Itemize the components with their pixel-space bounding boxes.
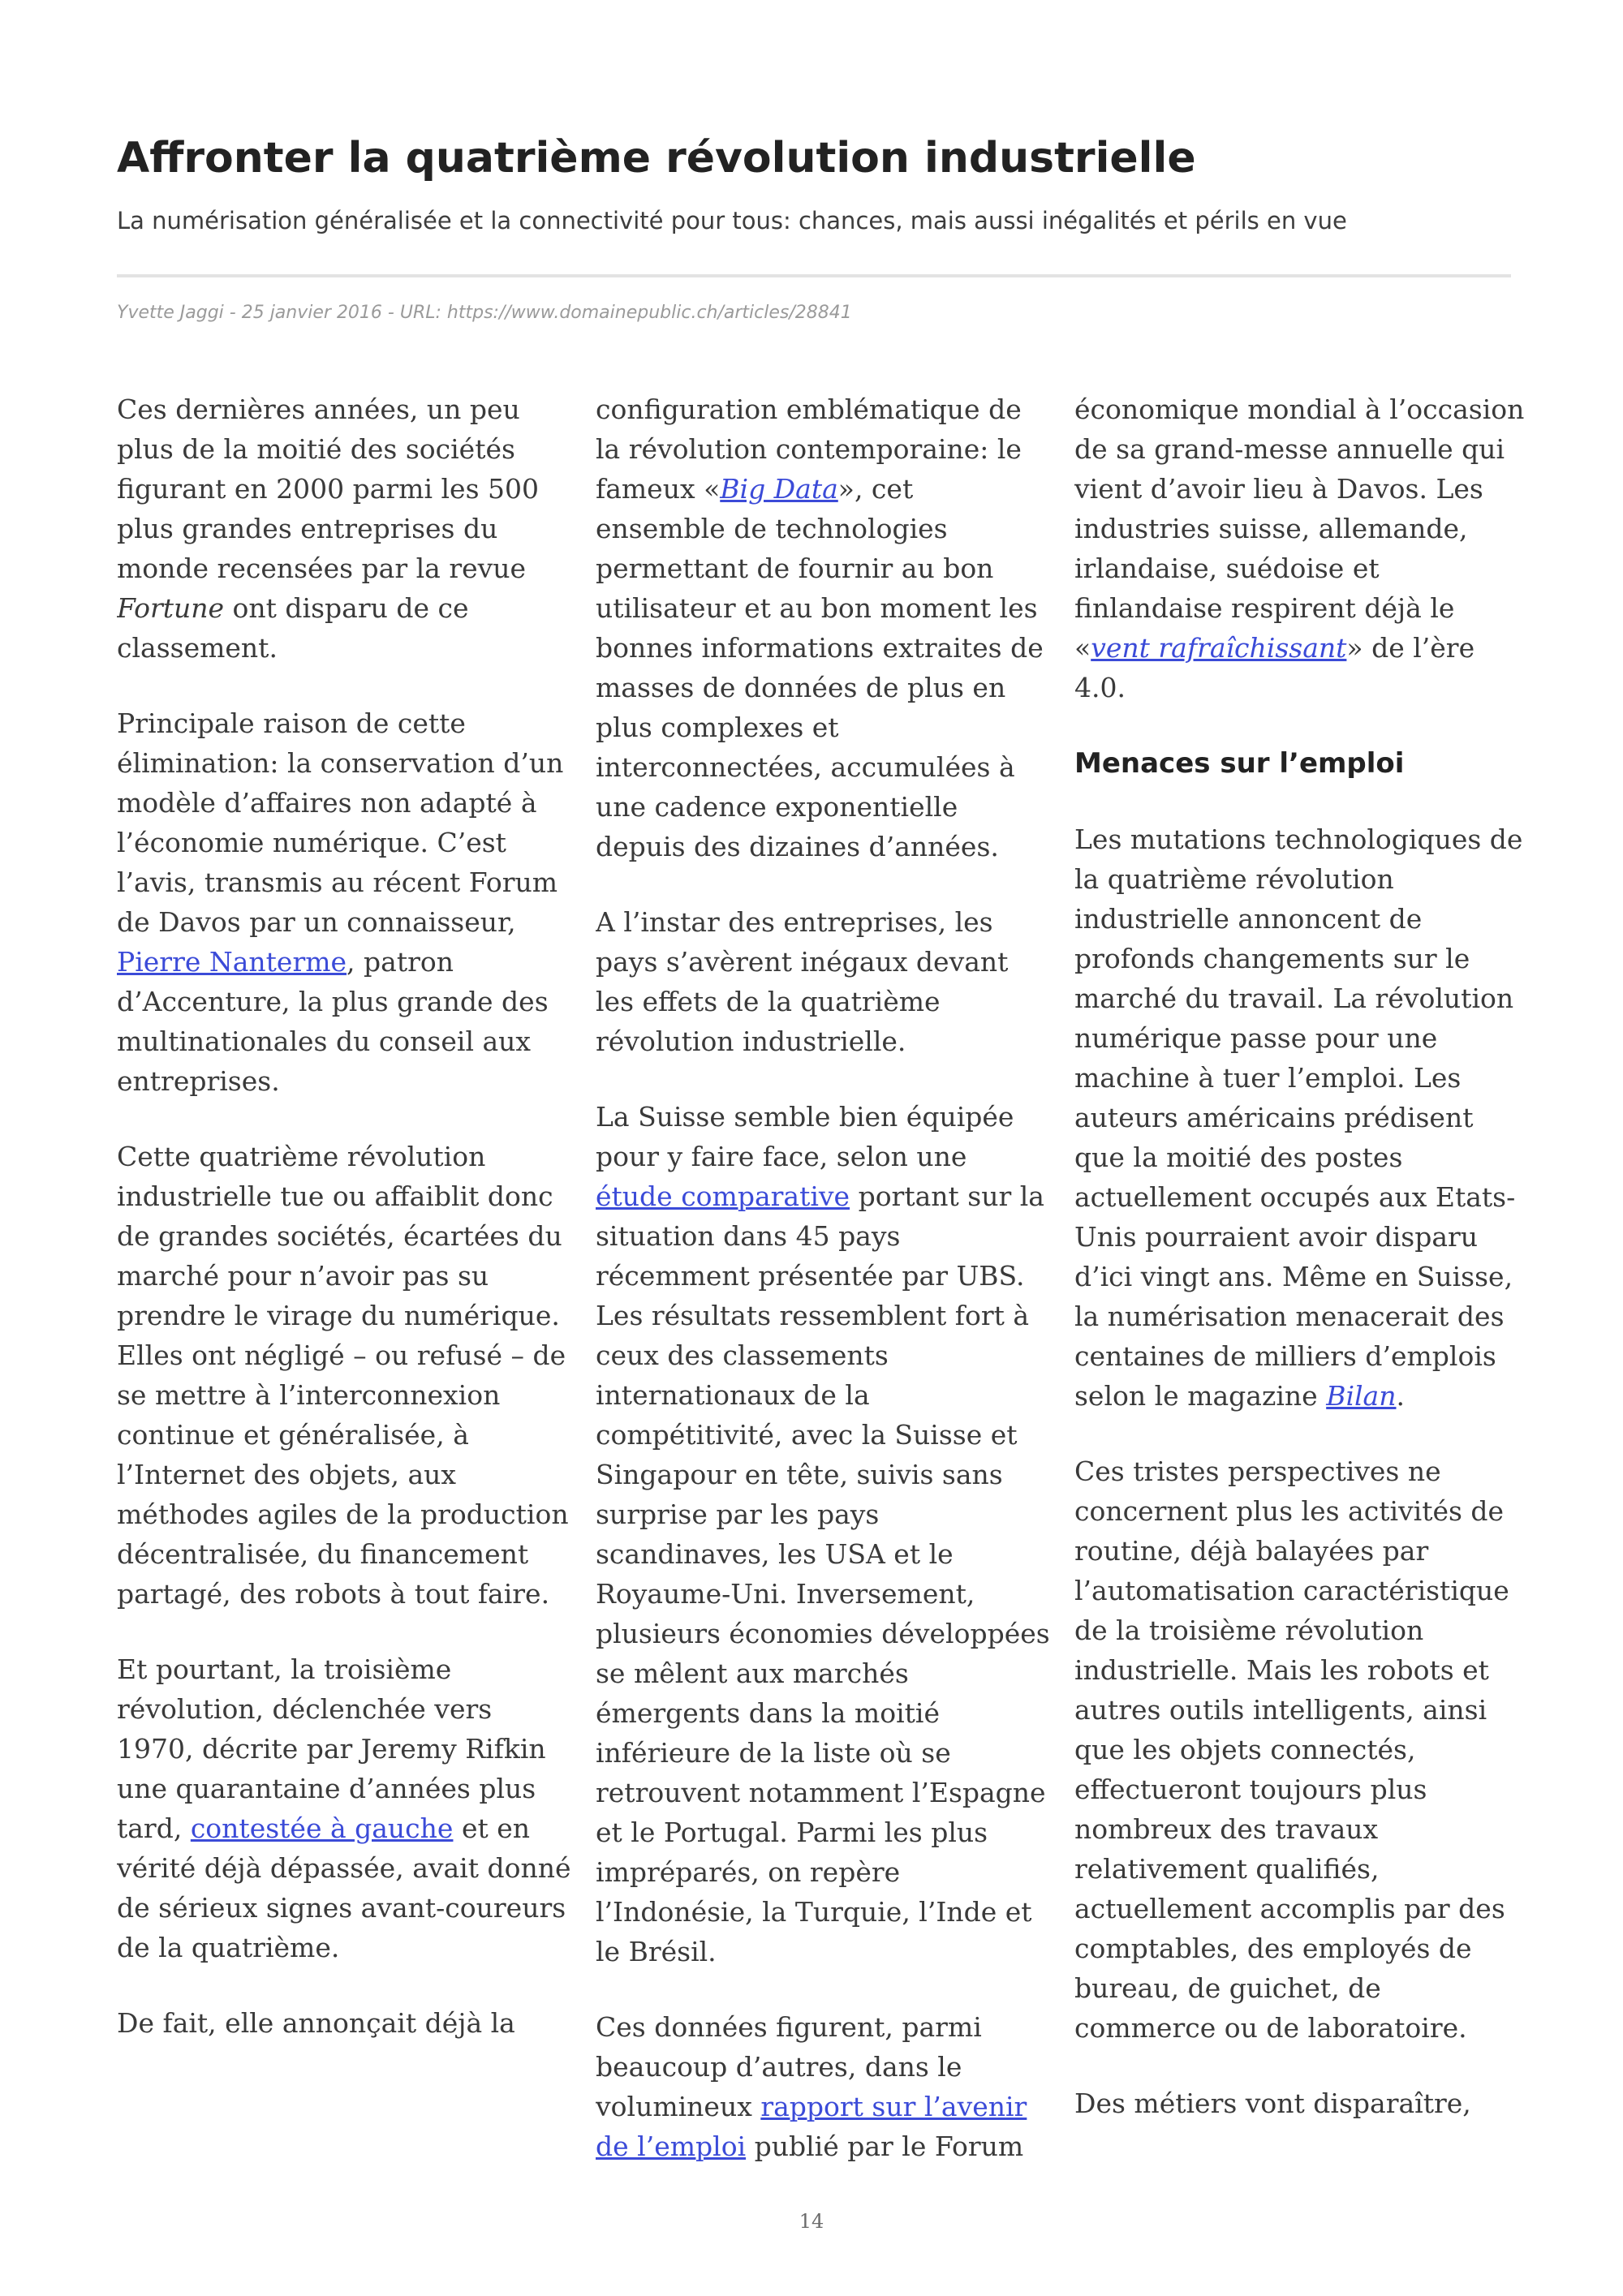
link-rapport-avenir-emploi[interactable]: rapport sur l’avenir de l’emploi [596, 2091, 1027, 2162]
paragraph: Ces données figurent, parmi beaucoup d’autres, dans le volumineux rapport sur l’avenir de l’emploi publié par le Forum [596, 2011, 1027, 2162]
paragraph: A l’instar des entreprises, les pays s’avèrent inégaux devant les effets de la quatrième révolution industrielle. [596, 906, 1009, 1057]
link-pierre-nanterme[interactable]: Pierre Nanterme [117, 946, 347, 978]
article-subtitle: La numérisation généralisée et la connectivité pour tous: chances, mais aussi inégalités et périls en vue [117, 207, 1347, 234]
paragraph: Les mutations technologiques de la quatrième révolution industrielle annoncent de profonds changements sur le marché du travail. La révolution numérique passe pour une machine à tuer l’emploi. Les auteurs américains prédisent que la moitié des postes actuellement occupés aux Etats-Unis pourraient avoir disparu d’ici vingt ans. Même en Suisse, la numérisation menacerait des centaines de milliers d’emplois selon le magazine Bilan. [1074, 823, 1523, 1412]
article-title: Affronter la quatrième révolution industrielle [117, 134, 1196, 183]
link-big-data[interactable]: Big Data [720, 473, 838, 505]
text-column-1 [117, 389, 571, 2199]
paragraph: Et pourtant, la troisième révolution, déclenchée vers 1970, décrite par Jeremy Rifkin une quarantaine d’années plus tard, contestée à gauche et en vérité déjà dépassée, avait donné de sérieux signes avant-coureurs de la quatrième. [117, 1653, 571, 1963]
paragraph: Principale raison de cette élimination: la conservation d’un modèle d’affaires non adapté à l’économie numérique. C’est l’avis, transmis au récent Forum de Davos par un connaisseur, Pierre Nanterme, patron d’Accenture, la plus grande des multinationales du conseil aux entreprises. [117, 707, 564, 1097]
link-vent-rafraichissant[interactable]: vent rafraîchissant [1091, 632, 1347, 664]
paragraph: Cette quatrième révolution industrielle tue ou affaiblit donc de grandes sociétés, écartées du marché pour n’avoir pas su prendre le virage du numérique. Elles ont négligé – ou refusé – de se mettre à l’interconnexion continue et généralisée, à l’Internet des objets, aux méthodes agiles de la production décentralisée, du financement partagé, des robots à tout faire. [117, 1141, 569, 1610]
paragraph: économique mondial à l’occasion de sa grand-messe annuelle qui vient d’avoir lieu à Davos. Les industries suisse, allemande, irlandaise, suédoise et finlandaise respirent déjà le «vent rafraîchissant» de l’ère 4.0. [1074, 393, 1525, 703]
link-contestee-a-gauche[interactable]: contestée à gauche [190, 1812, 454, 1844]
paragraph: Des métiers vont disparaître, [1074, 2087, 1471, 2119]
link-bilan[interactable]: Bilan [1326, 1380, 1397, 1412]
paragraph: Ces dernières années, un peu plus de la moitié des sociétés figurant en 2000 parmi les 500 plus grandes entreprises du monde recensées par la revue Fortune ont disparu de ce classement. [117, 393, 539, 664]
page-number: 14 [799, 2210, 824, 2233]
article-byline: Yvette Jaggi - 25 janvier 2016 - URL: https://www.domainepublic.ch/articles/28841 [117, 303, 852, 323]
publication-name: Fortune [117, 592, 225, 624]
text-column-2 [596, 389, 1050, 2199]
paragraph: configuration emblématique de la révolution contemporaine: le fameux «Big Data», cet ensemble de technologies permettant de fournir au bon utilisateur et au bon moment les bonnes informations extraites de masses de données de plus en plus complexes et interconnectées, accumulées à une cadence exponentielle depuis des dizaines d’années. [596, 393, 1044, 862]
header-divider [117, 274, 1511, 277]
text-column-3 [1074, 389, 1529, 2199]
paragraph: La Suisse semble bien équipée pour y faire face, selon une étude comparative portant sur la situation dans 45 pays récemment présentée par UBS. Les résultats ressemblent fort à ceux des classements internationaux de la compétitivité, avec la Suisse et Singapour en tête, suivis sans surprise par les pays scandinaves, les USA et le Royaume-Uni. Inversement, plusieurs économies développées se mêlent aux marchés émergents dans la moitié inférieure de la liste où se retrouvent notamment l’Espagne et le Portugal. Parmi les plus impréparés, on repère l’Indonésie, la Turquie, l’Inde et le Brésil. [596, 1101, 1050, 1967]
section-heading: Menaces sur l’emploi [1074, 747, 1405, 780]
paragraph: Ces tristes perspectives ne concernent plus les activités de routine, déjà balayées par l’automatisation caractéristique de la troisième révolution industrielle. Mais les robots et autres outils intelligents, ainsi que les objets connectés, effectueront toujours plus nombreux des travaux relativement qualifiés, actuellement accomplis par des comptables, des employés de bureau, de guichet, de commerce ou de laboratoire. [1074, 1455, 1509, 2044]
link-etude-comparative[interactable]: étude comparative [596, 1180, 850, 1212]
paragraph: De fait, elle annonçait déjà la [117, 2007, 515, 2039]
